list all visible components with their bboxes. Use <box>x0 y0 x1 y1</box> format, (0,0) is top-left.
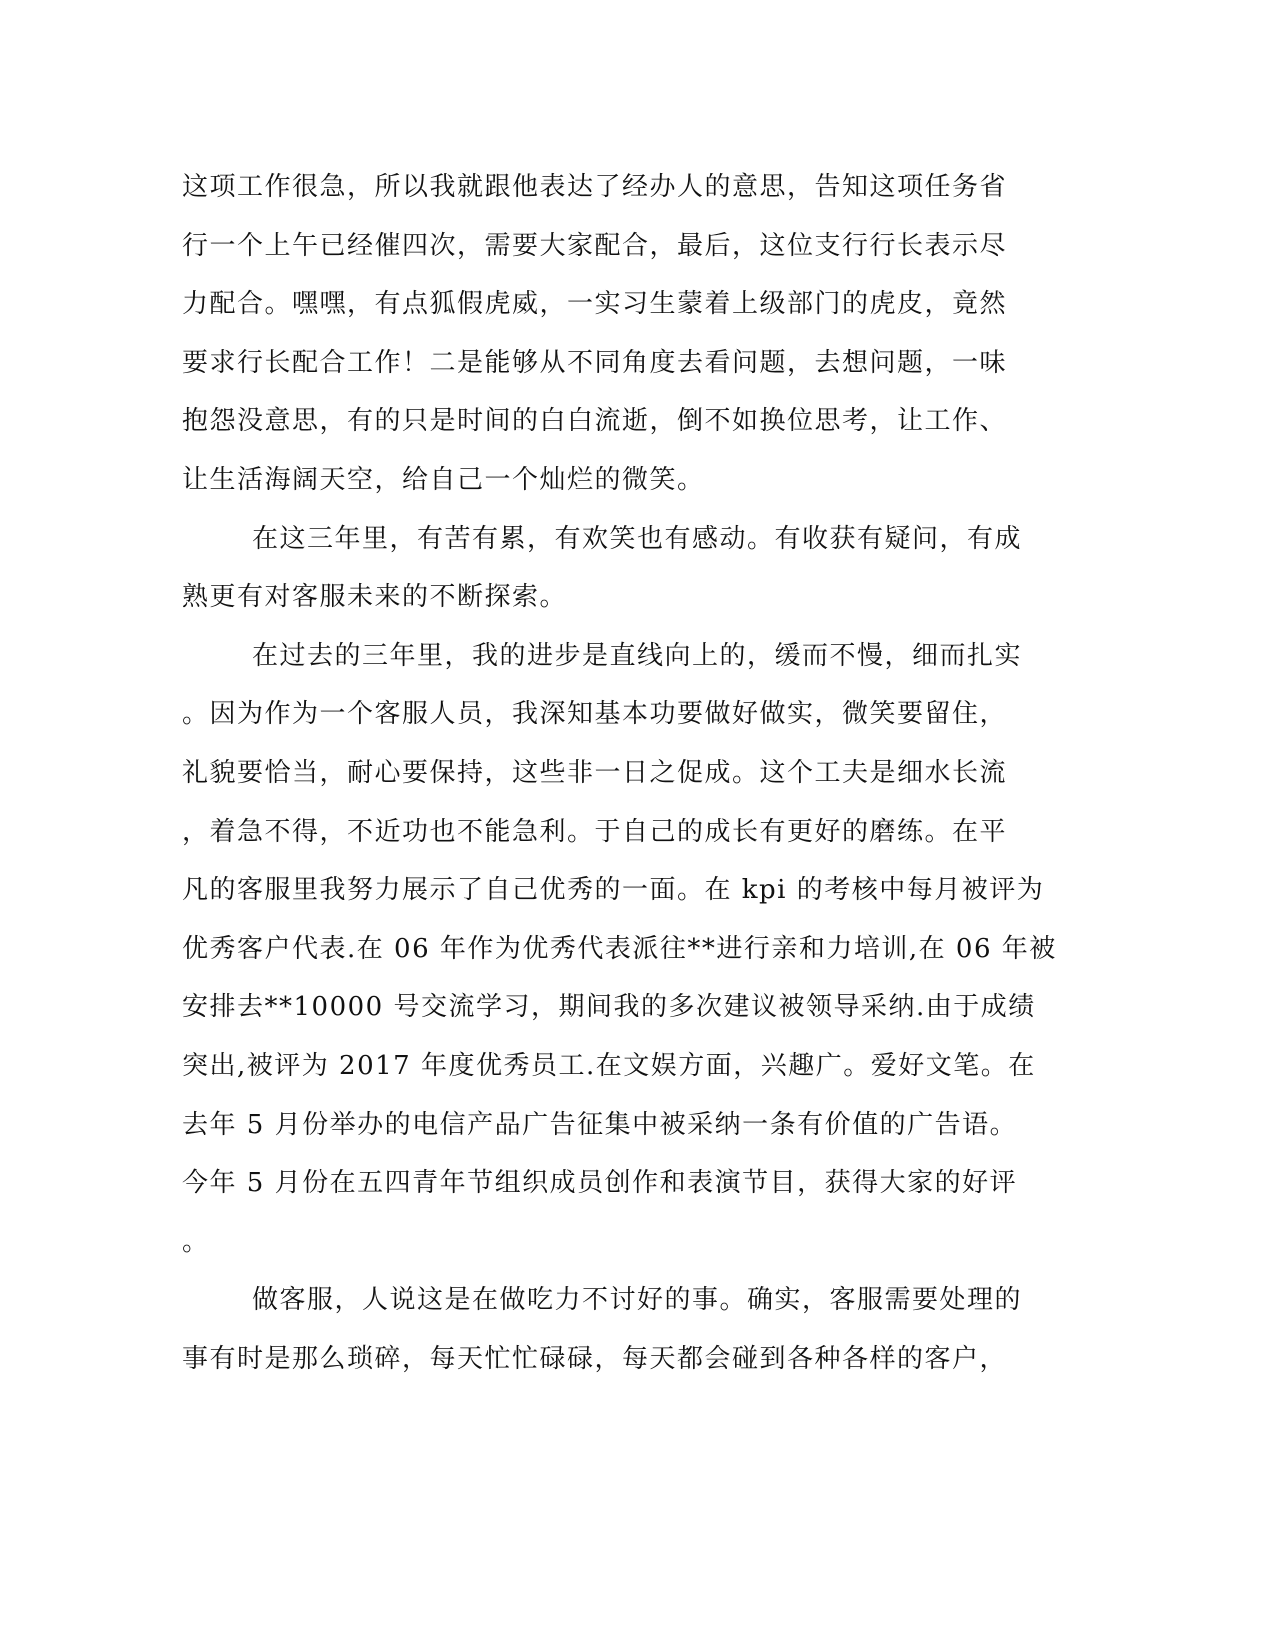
text-line: 。 <box>182 1226 210 1257</box>
text-line: 要求行长配合工作！二是能够从不同角度去看问题，去想问题，一味 <box>182 347 1008 378</box>
text-line: 在这三年里，有苦有累，有欢笑也有感动。有收获有疑问，有成 <box>252 523 1023 554</box>
text-line: 让生活海阔天空，给自己一个灿烂的微笑。 <box>182 464 705 495</box>
text-line: 做客服，人说这是在做吃力不讨好的事。确实，客服需要处理的 <box>252 1285 1023 1316</box>
text-line: 去年 5 月份举办的电信产品广告征集中被采纳一条有价值的广告语。 <box>182 1109 1018 1140</box>
body-text <box>182 158 1062 1388</box>
text-line: 今年 5 月份在五四青年节组织成员创作和表演节目，获得大家的好评 <box>182 1168 1018 1199</box>
text-line: 凡的客服里我努力展示了自己优秀的一面。在 kpi 的考核中每月被评为 <box>182 875 1045 906</box>
text-line: 突出,被评为 2017 年度优秀员工.在文娱方面，兴趣广。爱好文笔。在 <box>182 1050 1036 1081</box>
text-line: 优秀客户代表.在 06 年作为优秀代表派往**进行亲和力培训,在 06 年被 <box>182 933 1057 964</box>
text-line: 抱怨没意思，有的只是时间的白白流逝，倒不如换位思考，让工作、 <box>182 406 1008 437</box>
text-line: 力配合。嘿嘿，有点狐假虎威，一实习生蒙着上级部门的虎皮，竟然 <box>182 289 1008 320</box>
text-line: 礼貌要恰当，耐心要保持，这些非一日之促成。这个工夫是细水长流 <box>182 757 1008 788</box>
text-line: 事有时是那么琐碎，每天忙忙碌碌，每天都会碰到各种各样的客户， <box>182 1343 1008 1374</box>
text-line: 在过去的三年里，我的进步是直线向上的，缓而不慢，细而扎实 <box>252 640 1023 671</box>
text-line: 。因为作为一个客服人员，我深知基本功要做好做实，微笑要留住， <box>182 699 1008 730</box>
text-line: 熟更有对客服未来的不断探索。 <box>182 582 568 613</box>
text-line: ，着急不得，不近功也不能急利。于自己的成长有更好的磨练。在平 <box>182 816 1008 847</box>
text-line: 安排去**10000 号交流学习，期间我的多次建议被领导采纳.由于成绩 <box>182 992 1036 1023</box>
text-line: 行一个上午已经催四次，需要大家配合，最后，这位支行行长表示尽 <box>182 230 1008 261</box>
text-line: 这项工作很急，所以我就跟他表达了经办人的意思，告知这项任务省 <box>182 172 1008 202</box>
